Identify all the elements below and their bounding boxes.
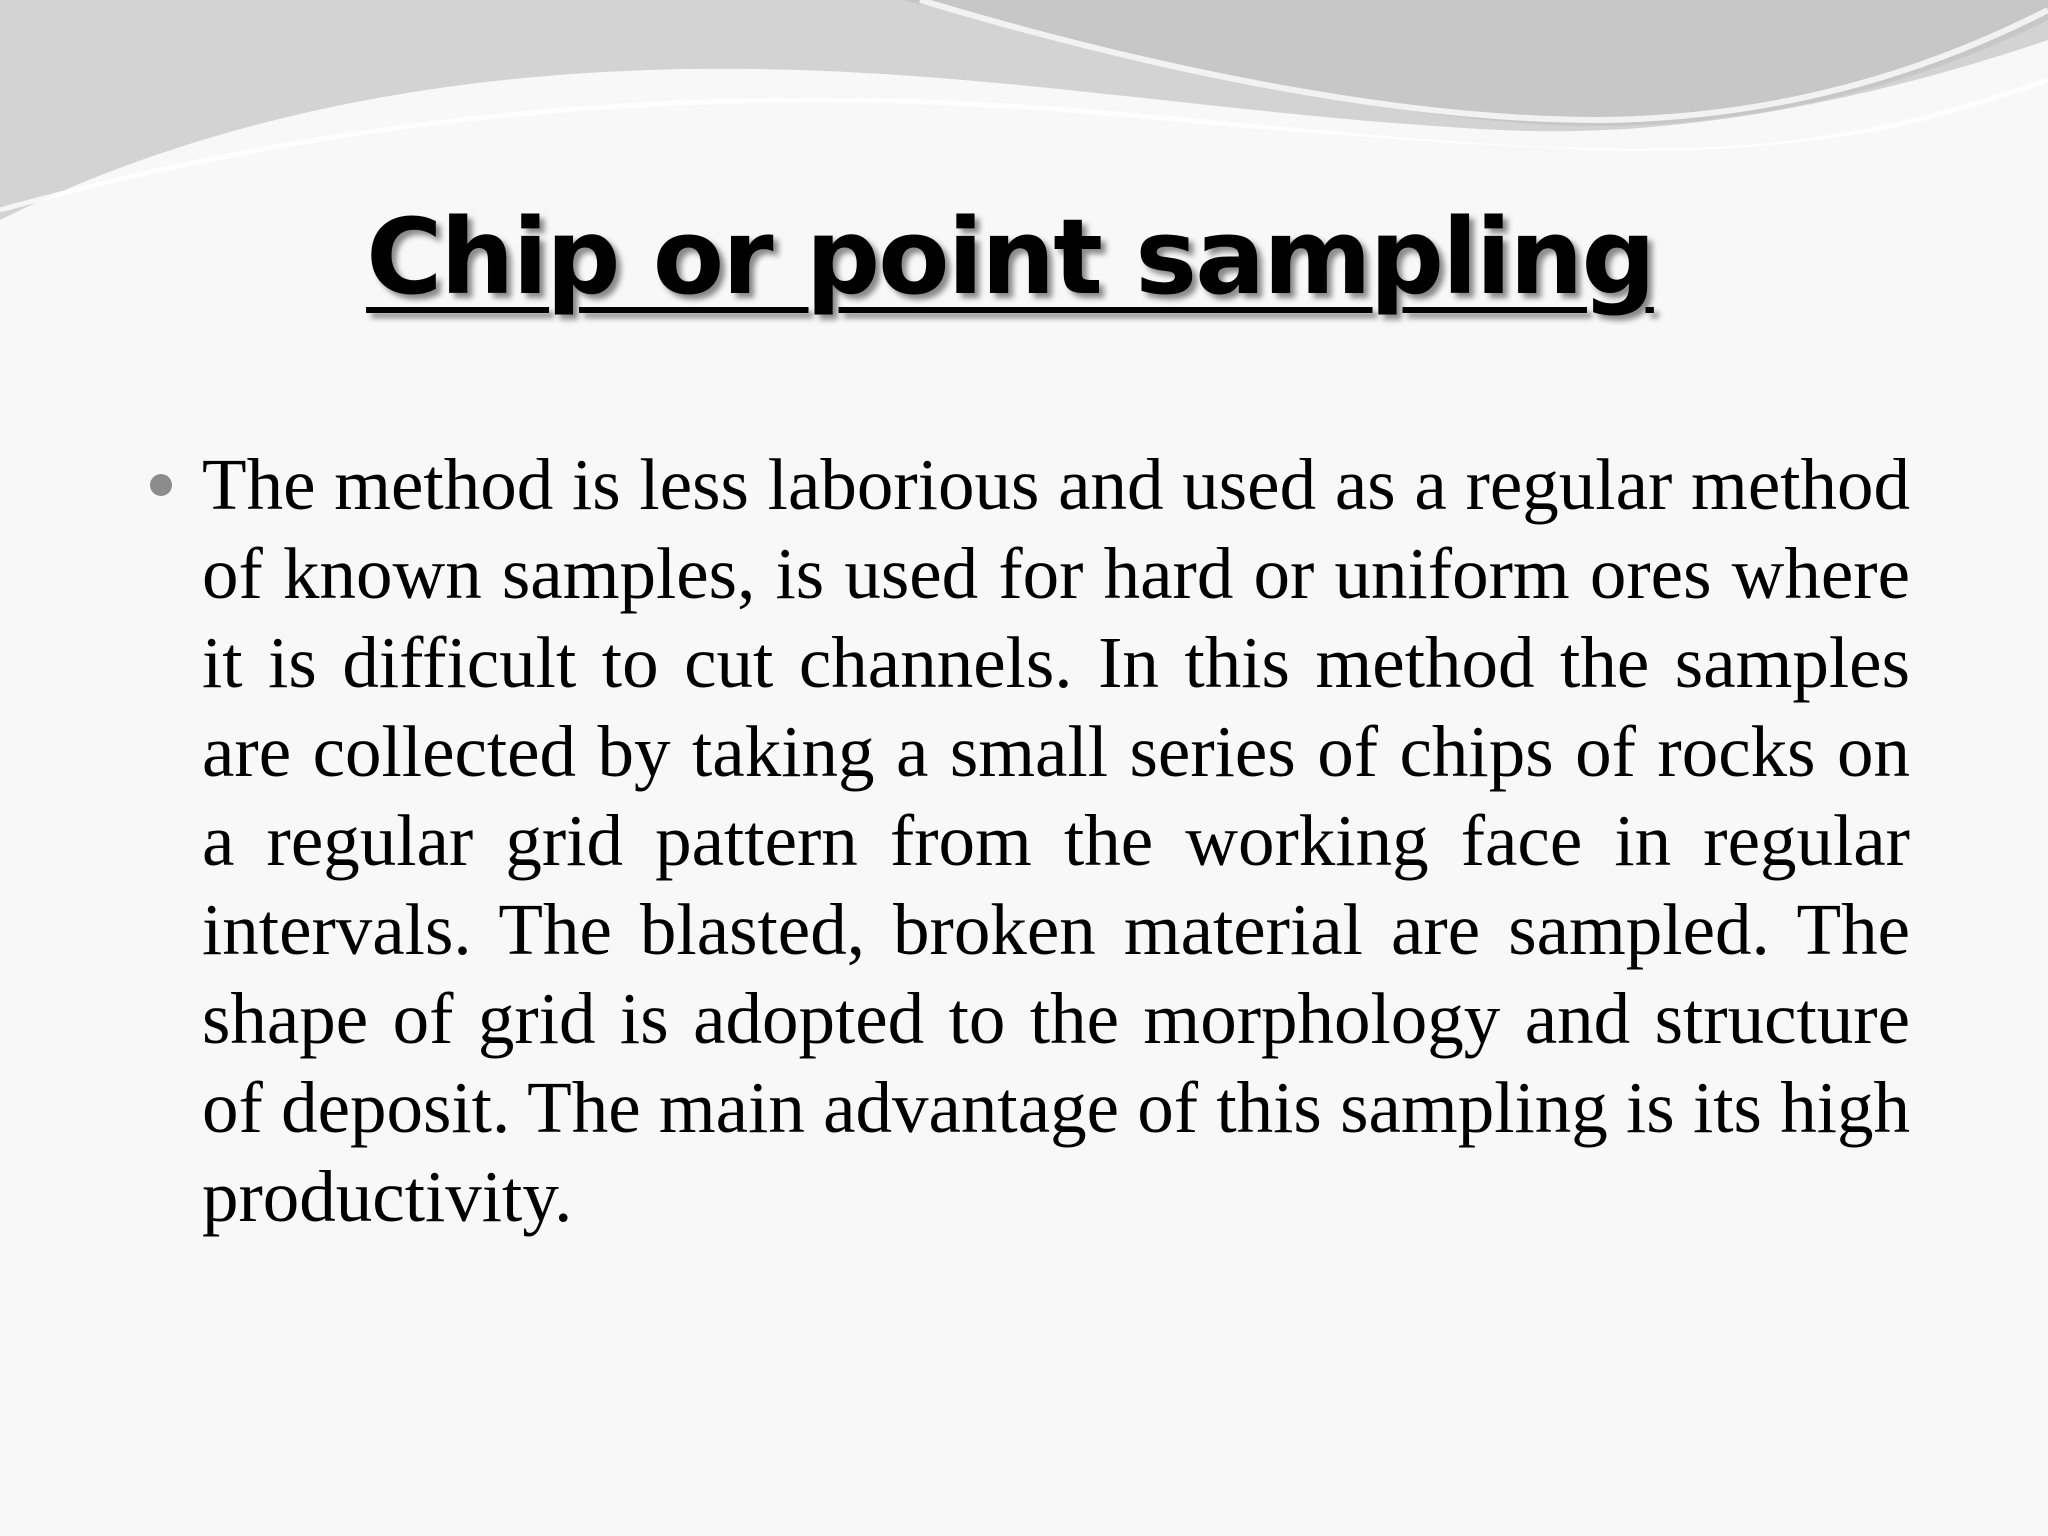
bullet-text: The method is less laborious and used as a regular method of known samples, is used for hard or uniform ores where it is difficult to cut channels. In this method the samples are collected by taking a small series of chips of rocks on a regular grid pattern from the working face in regular intervals. The blasted, broken material are sampled. The shape of grid is adopted to the morphology and structure of deposit. The main advantage of this sampling is its high productivity.	[202, 444, 1910, 1237]
bullet-list	[150, 440, 1910, 1241]
bullet-item	[150, 440, 1910, 1241]
bullet-dot-icon	[150, 474, 172, 496]
slide-title: Chip or point sampling	[366, 196, 1654, 318]
